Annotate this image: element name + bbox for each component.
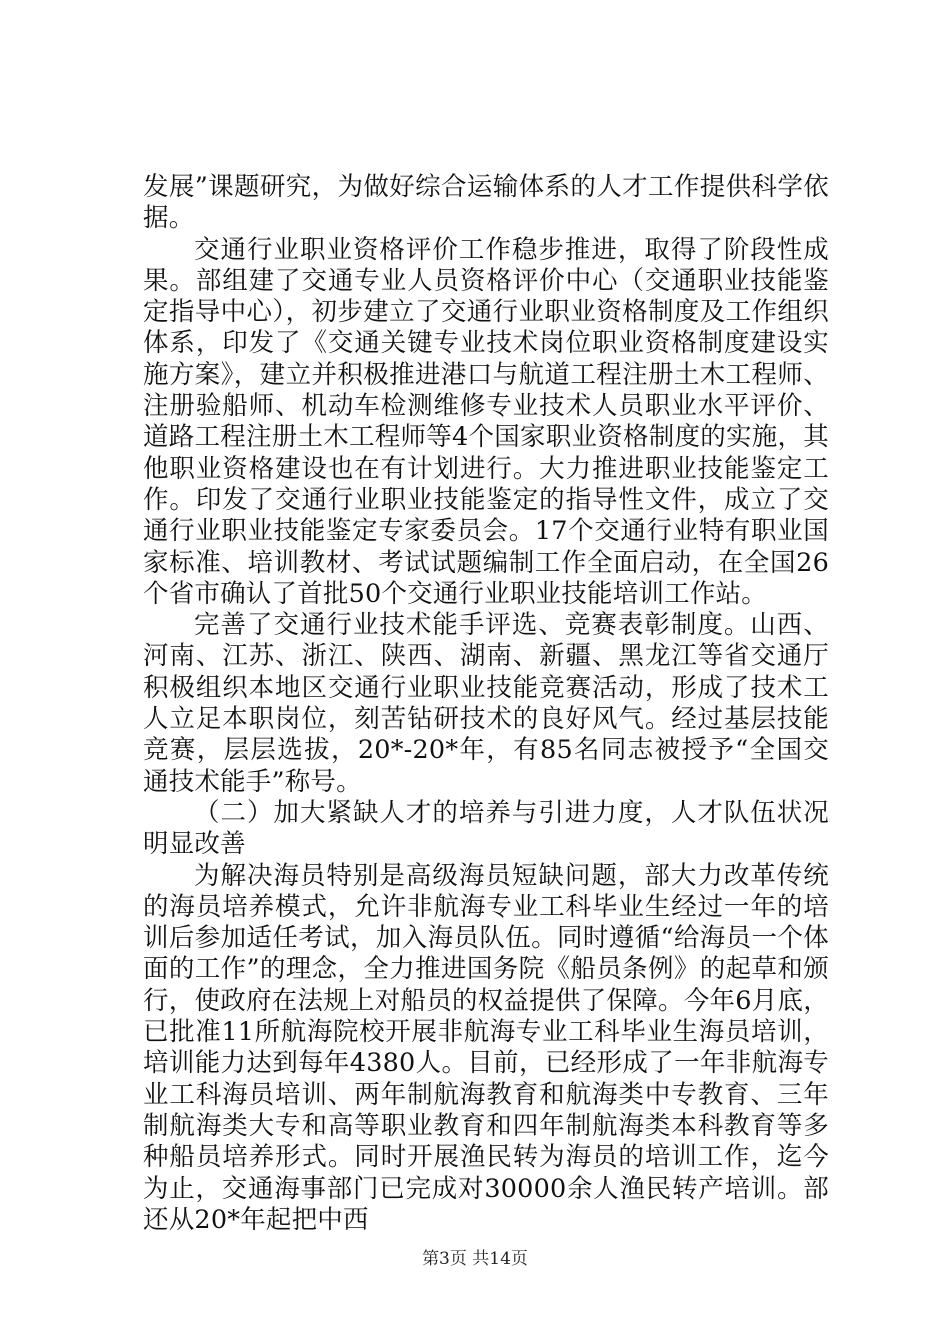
document-body <box>143 172 829 1236</box>
paragraph-skill-competition: 完善了交通行业技术能手评选、竞赛表彰制度。山西、河南、江苏、浙江、陕西、湖南、新疆、黑龙江等省交通厅积极组织本地区交通行业职业技能竞赛活动，形成了技术工人立足本职岗位，刻苦钻研技术的良好风气。经过基层技能竞赛，层层选拔，20*-20*年，有85名同志被授予“全国交通技术能手”称号。 <box>143 610 829 797</box>
paragraph-continuation: 发展”课题研究，为做好综合运输体系的人才工作提供科学依据。 <box>143 172 829 234</box>
paragraph-seafarer-training: 为解决海员特别是高级海员短缺问题，部大力改革传统的海员培养模式，允许非航海专业工科毕业生经过一年的培训后参加适任考试，加入海员队伍。同时遵循“给海员一个体面的工作”的理念，全力推进国务院《船员条例》的起草和颁行，使政府在法规上对船员的权益提供了保障。今年6月底，已批准11所航海院校开展非航海专业工科毕业生海员培训，培训能力达到每年4380人。目前，已经形成了一年非航海专业工科海员培训、两年制航海教育和航海类中专教育、三年制航海类大专和高等职业教育和四年制航海类本科教育等多种船员培养形式。同时开展渔民转为海员的培训工作，迄今为止，交通海事部门已完成对30000余人渔民转产培训。部还从20*年起把中西 <box>143 860 829 1235</box>
paragraph-qualification-evaluation: 交通行业职业资格评价工作稳步推进，取得了阶段性成果。部组建了交通专业人员资格评价中心（交通职业技能鉴定指导中心），初步建立了交通行业职业资格制度及工作组织体系，印发了《交通关键专业技术岗位职业资格制度建设实施方案》，建立并积极推进港口与航道工程注册土木工程师、注册验船师、机动车检测维修专业技术人员职业水平评价、道路工程注册土木工程师等4个国家职业资格制度的实施，其他职业资格建设也在有计划进行。大力推进职业技能鉴定工作。印发了交通行业职业技能鉴定的指导性文件，成立了交通行业职业技能鉴定专家委员会。17个交通行业特有职业国家标准、培训教材、考试试题编制工作全面启动，在全国26个省市确认了首批50个交通行业职业技能培训工作站。 <box>143 234 829 609</box>
page-number-footer: 第3页 共14页 <box>422 1249 528 1269</box>
section-heading: （二）加大紧缺人才的培养与引进力度，人才队伍状况明显改善 <box>143 797 829 860</box>
